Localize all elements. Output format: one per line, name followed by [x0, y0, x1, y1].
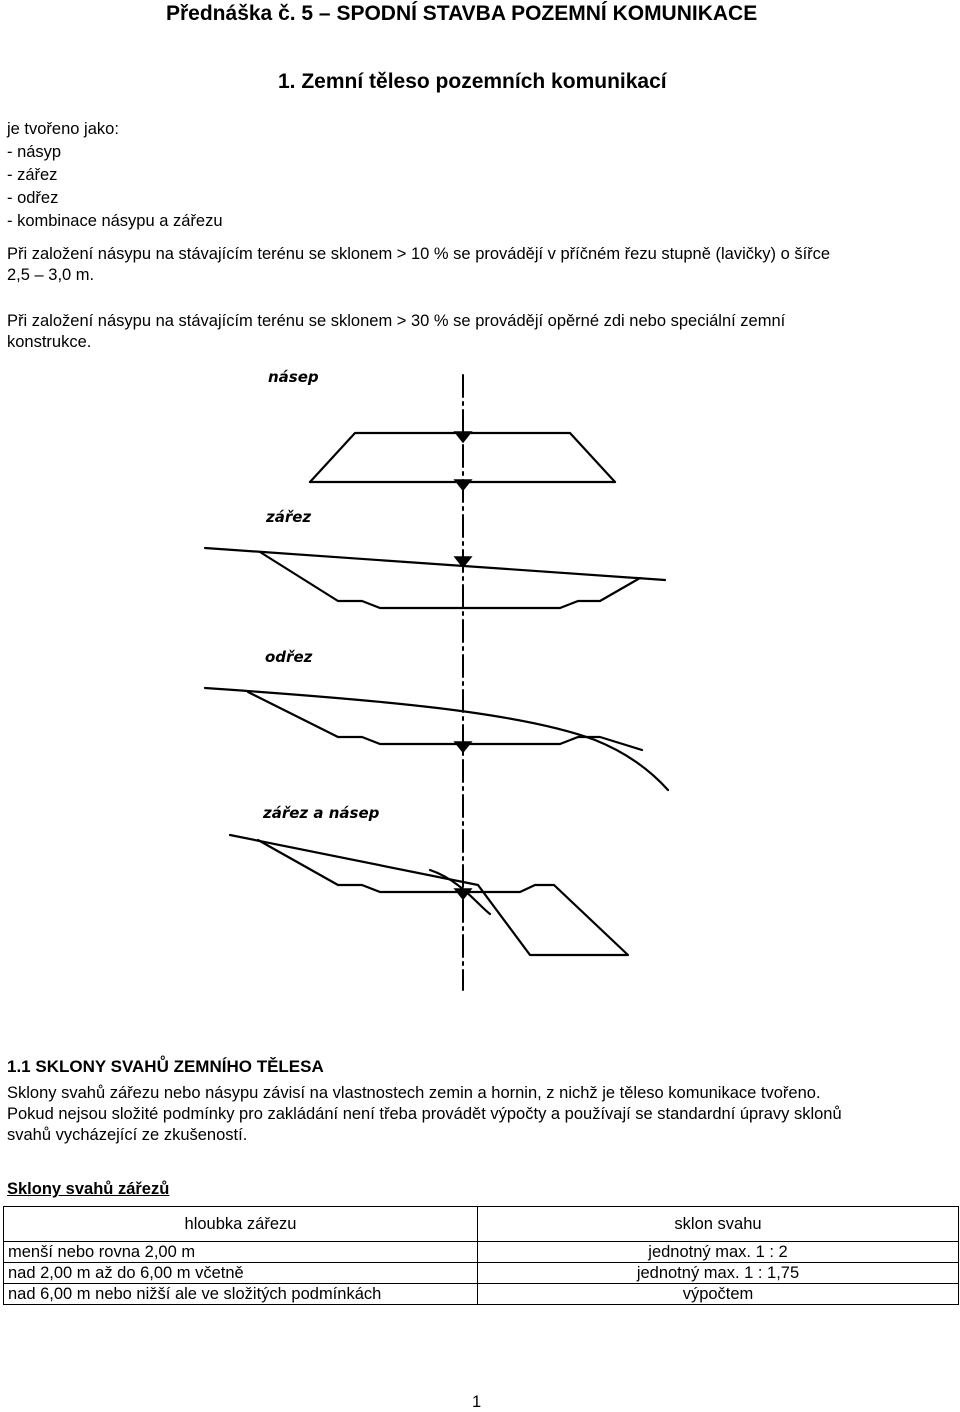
- page-number: 1: [472, 1393, 482, 1411]
- table-cell: menší nebo rovna 2,00 m: [4, 1242, 478, 1263]
- paragraph-line: konstrukce.: [7, 333, 92, 351]
- table-cell: nad 2,00 m až do 6,00 m včetně: [4, 1263, 478, 1284]
- side-cut-shape: [248, 692, 642, 750]
- paragraph-line: 2,5 – 3,0 m.: [7, 266, 95, 284]
- table-title: Sklony svahů zářezů: [7, 1180, 170, 1198]
- table-cell: výpočtem: [478, 1284, 959, 1305]
- cut-shape: [260, 552, 640, 608]
- figure-label: odřez: [265, 648, 313, 666]
- table-cell: jednotný max. 1 : 2: [478, 1242, 959, 1263]
- intro-lead: je tvořeno jako:: [7, 120, 119, 138]
- slope-table: [3, 1206, 959, 1305]
- table-row: [4, 1284, 959, 1305]
- list-item: - násyp: [7, 143, 62, 161]
- terrain-curve: [205, 688, 668, 790]
- list-item: - odřez: [7, 189, 59, 207]
- table-cell: nad 6,00 m nebo nižší ale ve složitých podmínkách: [4, 1284, 478, 1305]
- section-text: [7, 1083, 842, 1146]
- terrain-line: [205, 548, 665, 580]
- section-heading: 1.1 SKLONY SVAHŮ ZEMNÍHO TĚLESA: [7, 1057, 324, 1076]
- table-cell: jednotný max. 1 : 1,75: [478, 1263, 959, 1284]
- paragraph-line: Pokud nejsou složité podmínky pro zakládání není třeba provádět výpočty a používají se standardní úpravy sklonů: [7, 1105, 842, 1123]
- table-header: sklon svahu: [478, 1207, 959, 1242]
- table-header: hloubka zářezu: [4, 1207, 478, 1242]
- paragraph-line: svahů vycházející ze zkušeností.: [7, 1126, 248, 1144]
- table-row: [4, 1242, 959, 1263]
- figure-label: násep: [268, 368, 319, 386]
- cross-section-figure: [0, 360, 960, 1000]
- table-header-row: [4, 1207, 959, 1242]
- paragraph-walls: [7, 311, 785, 353]
- figure-label: zářez: [266, 508, 312, 526]
- page-title: Přednáška č. 5 – SPODNÍ STAVBA POZEMNÍ KOMUNIKACE: [166, 2, 758, 25]
- paragraph-line: Při založení násypu na stávajícím terénu se sklonem > 30 % se provádějí opěrné zdi nebo speciální zemní: [7, 312, 786, 330]
- paragraph-steps: [7, 244, 830, 286]
- level-marker-icon: [455, 480, 471, 490]
- paragraph-line: Sklony svahů zářezu nebo násypu závisí na vlastnostech zemin a hornin, z nichž je těleso komunikace tvořeno.: [7, 1084, 821, 1102]
- level-marker-icon: [455, 432, 471, 442]
- terrain-line: [230, 835, 478, 885]
- paragraph-line: Při založení násypu na stávajícím terénu se sklonem > 10 % se provádějí v příčném řezu stupně (lavičky) o šířce: [7, 245, 831, 263]
- level-marker-icon: [455, 742, 471, 752]
- list-item: - kombinace násypu a zářezu: [7, 212, 223, 230]
- figure-label: zářez a násep: [263, 804, 380, 822]
- section-heading: 1. Zemní těleso pozemních komunikací: [278, 70, 667, 93]
- intro-list: [7, 118, 223, 233]
- table-row: [4, 1263, 959, 1284]
- cut-fill-shape: [258, 840, 628, 955]
- list-item: - zářez: [7, 166, 58, 184]
